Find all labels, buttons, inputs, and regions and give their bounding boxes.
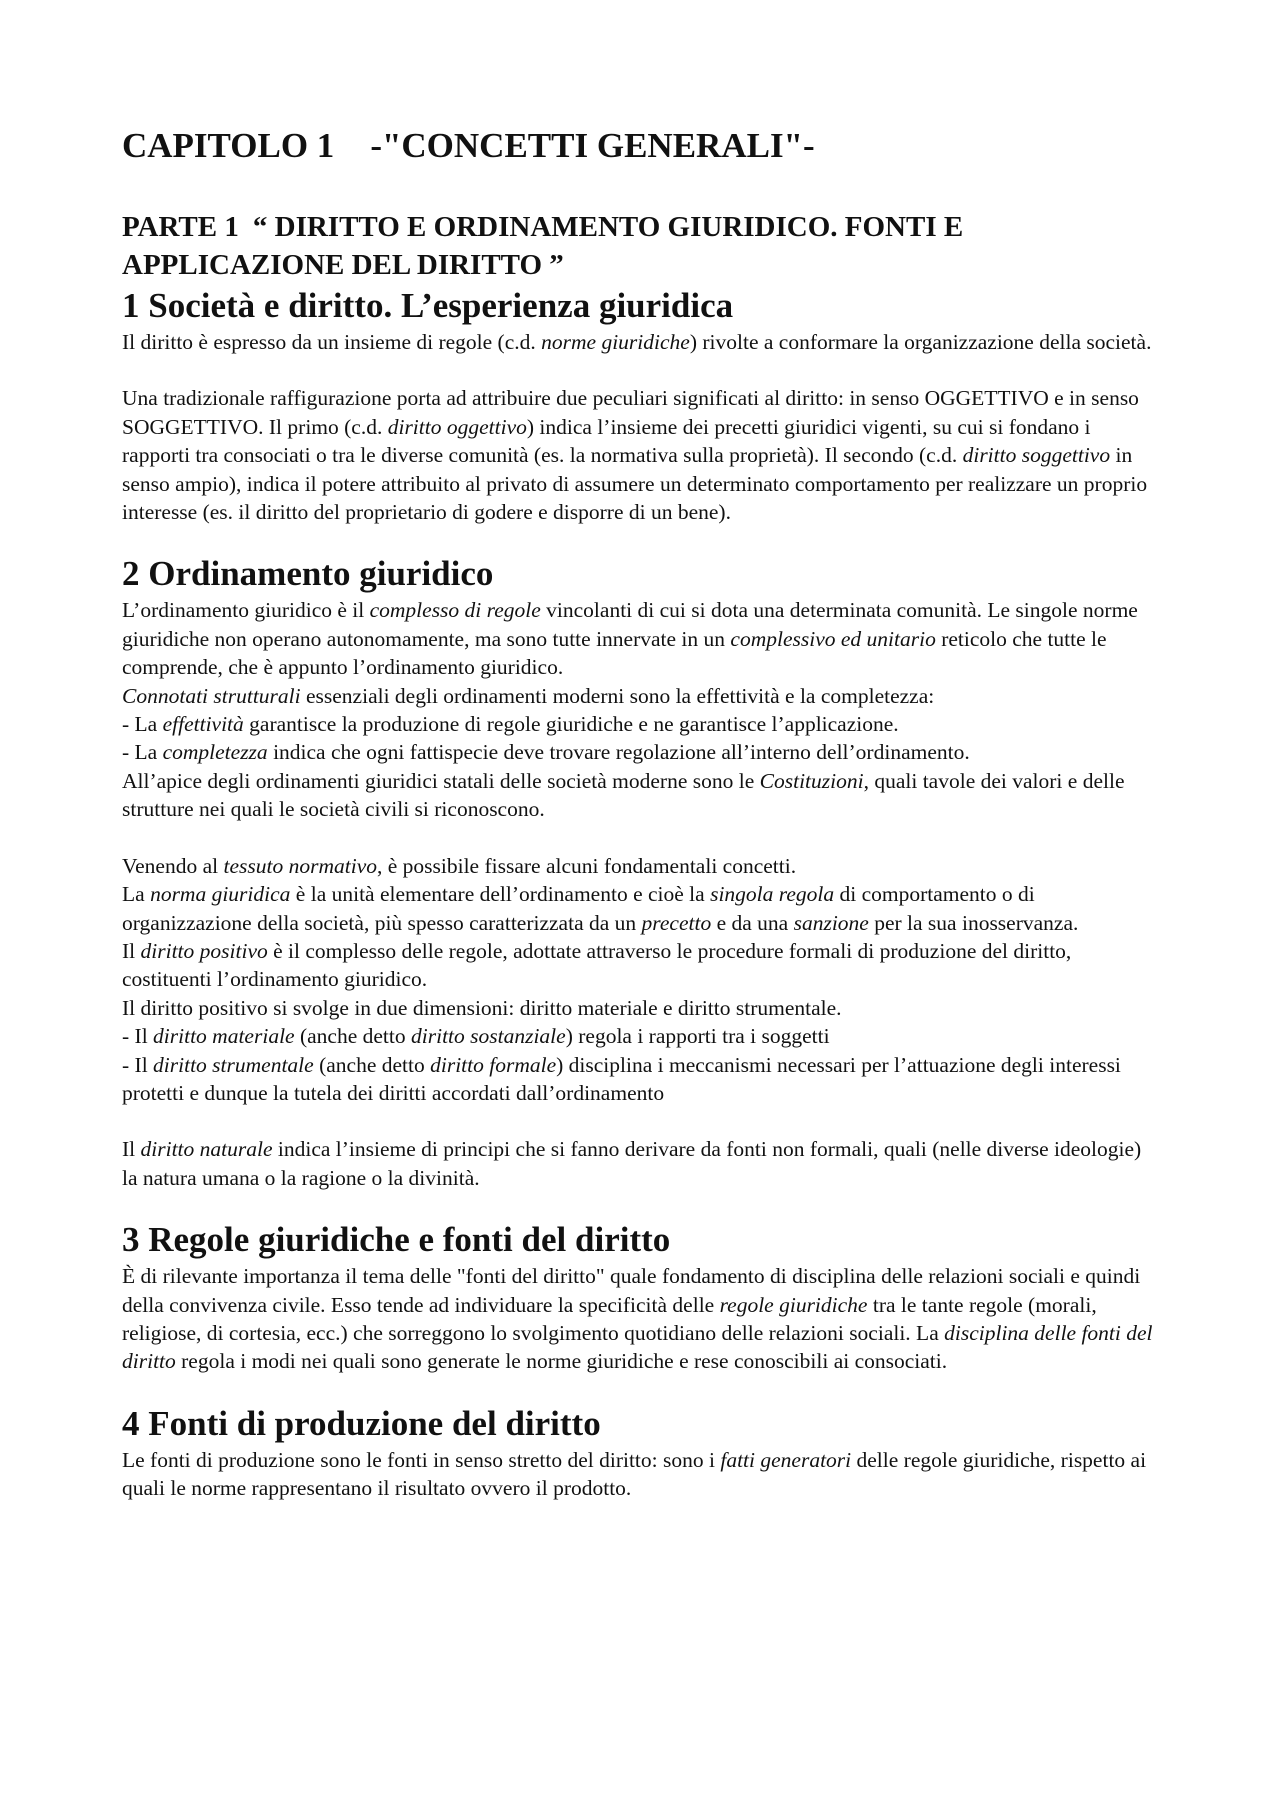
list-item: - Il diritto strumentale (anche detto diritto formale) disciplina i meccanismi necessari per l’attuazione degli interessi protetti e dunque la tutela dei diritti accordati dall’ordinamento [122, 1052, 1121, 1105]
section-heading-4: 4 Fonti di produzione del diritto [122, 1403, 601, 1443]
paragraph: Venendo al tessuto normativo, è possibile fissare alcuni fondamentali concetti. [122, 853, 797, 878]
document-content [122, 124, 1162, 1503]
paragraph: Il diritto naturale indica l’insieme di principi che si fanno derivare da fonti non formali, quali (nelle diverse ideologie) la natura umana o la ragione o la divinità. [122, 1137, 1142, 1190]
list-item: - La effettività garantisce la produzione di regole giuridiche e ne garantisce l’applicazione. [122, 712, 899, 737]
paragraph: Il diritto positivo si svolge in due dimensioni: diritto materiale e diritto strumentale. [122, 995, 842, 1020]
section-heading-3: 3 Regole giuridiche e fonti del diritto [122, 1220, 671, 1260]
paragraph: La norma giuridica è la unità elementare dell’ordinamento e cioè la singola regola di comportamento o di organizzazione della società, più spesso caratterizzata da un precetto e da una sanzione per la sua inosservanza. [122, 882, 1079, 935]
list-item: - La completezza indica che ogni fattispecie deve trovare regolazione all’interno dell’ordinamento. [122, 740, 970, 765]
paragraph: Una tradizionale raffigurazione porta ad attribuire due peculiari significati al diritto: in senso OGGETTIVO e in senso SOGGETTIVO. Il primo (c.d. diritto oggettivo) indica l’insieme dei precetti giuridici vigenti, su cui si fondano i rapporti tra consociati o tra le diverse comunità (es. la normativa sulla proprietà). Il secondo (c.d. diritto soggettivo in senso ampio), indica il potere attribuito al privato di assumere un determinato comportamento per realizzare un proprio interesse (es. il diritto del proprietario di godere e disporre di un bene). [122, 386, 1148, 525]
chapter-title [122, 124, 1162, 168]
paragraph: L’ordinamento giuridico è il complesso di regole vincolanti di cui si dota una determinata comunità. Le singole norme giuridiche non operano autonomamente, ma sono tutte innervate in un complessivo ed unitario reticolo che tutte le comprende, che è appunto l’ordinamento giuridico. [122, 598, 1138, 680]
paragraph: Il diritto positivo è il complesso delle regole, adottate attraverso le procedure formali di produzione del diritto, costituenti l’ordinamento giuridico. [122, 938, 1072, 992]
part-title-line2: APPLICAZIONE DEL DIRITTO ” [122, 249, 564, 281]
chapter-label: CAPITOLO 1 [122, 126, 335, 165]
part-label: PARTE 1 [122, 211, 239, 243]
part-title [122, 208, 1162, 284]
paragraph: È di rilevante importanza il tema delle "fonti del diritto" quale fondamento di disciplina delle relazioni sociali e quindi della convivenza civile. Esso tende ad individuare la specificità delle regole giuridiche tra le tante regole (morali, religiose, di cortesia, ecc.) che sorreggono lo svolgimento quotidiano delle relazioni sociali. La disciplina delle fonti del diritto regola i modi nei quali sono generate le norme giuridiche e rese conoscibili ai consociati. [122, 1264, 1153, 1374]
paragraph: Le fonti di produzione sono le fonti in senso stretto del diritto: sono i fatti generatori delle regole giuridiche, rispetto ai quali le norme rappresentano il risultato ovvero il prodotto. [122, 1447, 1147, 1501]
list-item: - Il diritto materiale (anche detto diritto sostanziale) regola i rapporti tra i soggetti [122, 1024, 830, 1049]
section-heading-2: 2 Ordinamento giuridico [122, 554, 494, 594]
paragraph: Il diritto è espresso da un insieme di regole (c.d. norme giuridiche) rivolte a conformare la organizzazione della società. [122, 330, 1152, 354]
paragraph: Connotati strutturali essenziali degli ordinamenti moderni sono la effettività e la completezza: [122, 683, 935, 708]
paragraph: All’apice degli ordinamenti giuridici statali delle società moderne sono le Costituzioni, quali tavole dei valori e delle strutture nei quali le società civili si riconoscono. [122, 768, 1125, 822]
chapter-name: -"CONCETTI GENERALI"- [370, 126, 815, 165]
part-title-line1: “ DIRITTO E ORDINAMENTO GIURIDICO. FONTI E [252, 211, 964, 243]
section-heading-1: 1 Società e diritto. L’esperienza giuridica [122, 286, 734, 325]
